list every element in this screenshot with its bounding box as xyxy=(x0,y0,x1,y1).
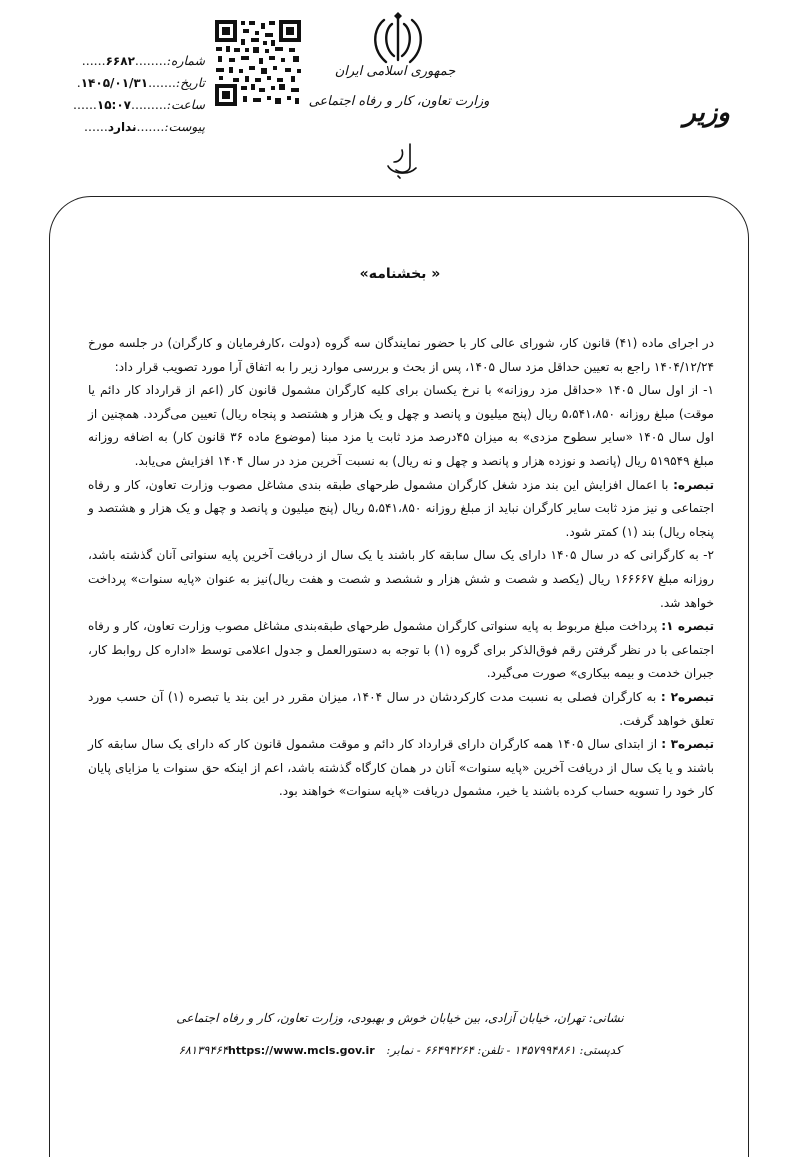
ministry-name: وزارت تعاون، کار و رفاه اجتماعی xyxy=(308,94,490,109)
paragraph-text: با اعمال افزایش این بند مزد شغل کارگران مشمول طرحهای طبقه بندی مشاغل مصوب وزارت تعاون، کار و رفاه اجتماعی و نیز مزد ثابت سایر کارگران نباید از مبلغ روزانه ۵،۵۴۱،۸۵۰ ریال (پنج میلیون و پانصد و چهل و یک هزار و هشتصد و پنجاه ریال) بند (۱) کمتر شود. xyxy=(88,477,714,539)
meta-number: شماره:........۶۶۸۲...... xyxy=(81,53,205,68)
paragraph xyxy=(88,332,714,379)
meta-attachment: پیوست:.......ندارد...... xyxy=(84,119,205,134)
qr-code-icon xyxy=(213,18,303,108)
footer-address: نشانی: تهران، خیابان آزادی، بین خیابان خوش و بهبودی، وزارت تعاون، کار و رفاه اجتماعی xyxy=(176,1011,624,1025)
paragraph xyxy=(88,686,714,733)
letter-number: ۶۶۸۲ xyxy=(105,54,135,68)
paragraph xyxy=(88,615,714,686)
minister-title: وزیر xyxy=(683,98,730,128)
meta-time: ساعت:.........۱۵:۰۷...... xyxy=(73,97,205,112)
meta-label: ساعت: xyxy=(166,97,205,112)
paragraph-text: در اجرای ماده (۴۱) قانون کار، شورای عالی کار با حضور نمایندگان سه گروه (دولت ،کارفرمایان و کارگران) در جلسه مورخ ۱۴۰۴/۱۲/۲۴ راجع به تعیین حداقل مزد سال ۱۴۰۵، پس از بحث و بررسی موارد زیر را به اتفاق آرا مورد تصویب قرار داد: xyxy=(88,336,714,374)
paragraph-text: از ابتدای سال ۱۴۰۵ همه کارگران دارای قرارداد کار دائم و موقت مشمول قانون کار که دارای یک سال سابقه کار باشند و یا یک سال از دریافت آخرین «پایه سنوات» آنان در همان کارگاه گذشته باشد، اعم از اینکه حق سنوات یا مزایای پایان کار خود را تسویه حساب کرده باشند یا خیر، مشمول دریافت «پایه سنوات» خواهند بود. xyxy=(88,737,714,799)
letterhead xyxy=(0,0,800,190)
letter-meta xyxy=(45,50,205,138)
paragraph-text: به کارگران فصلی به نسبت مدت کارکردشان در سال ۱۴۰۴، میزان مقرر در این بند یا تبصره (۱) آن حسب مورد تعلق خواهد گرفت. xyxy=(88,689,714,728)
paragraph xyxy=(88,379,714,473)
meta-label: پیوست: xyxy=(164,119,205,134)
note-label: تبصره: xyxy=(673,477,714,492)
paragraph-text: پرداخت مبلغ مربوط به پایه سنواتی کارگران مشمول طرحهای طبقه‌بندی مشاغل مصوب وزارت تعاون، کار و رفاه اجتماعی با در نظر گرفتن رقم فوق‌الذکر برای گروه (۱) با توجه به دستورالعمل و جدول اعلامی توسط «اداره کل روابط کار، جبران خدمت و بیمه بیکاری» صورت می‌گیرد. xyxy=(88,619,714,681)
letter-date: ۱۴۰۵/۰۱/۳۱ xyxy=(80,76,149,90)
letter-body xyxy=(88,332,714,804)
signature-calligraphy-icon xyxy=(382,140,422,182)
letter-attachment: ندارد xyxy=(107,120,137,134)
note-label: تبصره۳ : xyxy=(661,737,715,752)
footer-phone-postal: کدپستی: ۱۴۵۷۹۹۴۸۶۱ - تلفن: ۶۶۴۹۴۲۶۴ - نمابر: ۶۸۱۳۹۴۶۴ xyxy=(178,1043,622,1057)
paragraph xyxy=(88,733,714,804)
paragraph-text: ۲- به کارگرانی که در سال ۱۴۰۵ دارای یک سال سابقه کار باشند یا یک سال از دریافت آخرین پایه سنواتی آنان گذشته باشد، روزانه مبلغ ۱۶۶۶۶۷ ریال (یکصد و شصت و شش هزار و ششصد و شصت و هفت ریال)نیز به عنوان «پایه سنوات» پرداخت خواهد شد. xyxy=(88,548,714,610)
note-label: تبصره۲ : xyxy=(660,689,715,704)
iran-emblem-icon xyxy=(368,12,428,67)
meta-label: شماره: xyxy=(166,53,205,68)
paragraph xyxy=(88,474,714,545)
website-link[interactable]: https://www.mcls.gov.ir xyxy=(227,1044,375,1057)
paragraph xyxy=(88,544,714,615)
paragraph-text: ۱- از اول سال ۱۴۰۵ «حداقل مزد روزانه» با نرخ یکسان برای کلیه کارگران مشمول قانون کار (اعم از قرارداد کار دائم یا موقت) مبلغ روزانه ۵،۵۴۱،۸۵۰ ریال (پنج میلیون و پانصد و چهل و یک هزار و هشتصد و پنجاه ریال) تعیین می‌گردد. همچنین از اول سال ۱۴۰۵ «سایر سطوح مزدی» به میزان ۴۵درصد مزد ثابت یا مزد مبنا (موضوع ماده ۳۶ قانون کار) به اضافه روزانه مبلغ ۵۱۹۵۴۹ ریال (پانصد و نوزده هزار و پانصد و چهل و نه ریال) به نسبت آخرین مزد در سال ۱۴۰۴ افزایش می‌یابد. xyxy=(88,383,714,468)
letter-time: ۱۵:۰۷ xyxy=(96,98,131,112)
meta-date: تاریخ:.......۱۴۰۵/۰۱/۳۱. xyxy=(76,75,205,90)
note-label: تبصره ۱: xyxy=(661,619,714,634)
letter-title: « بخشنامه» xyxy=(359,266,441,282)
footer-contact xyxy=(0,1043,800,1057)
meta-label: تاریخ: xyxy=(175,75,205,90)
republic-name: جمهوری اسلامی ایران xyxy=(334,64,456,79)
